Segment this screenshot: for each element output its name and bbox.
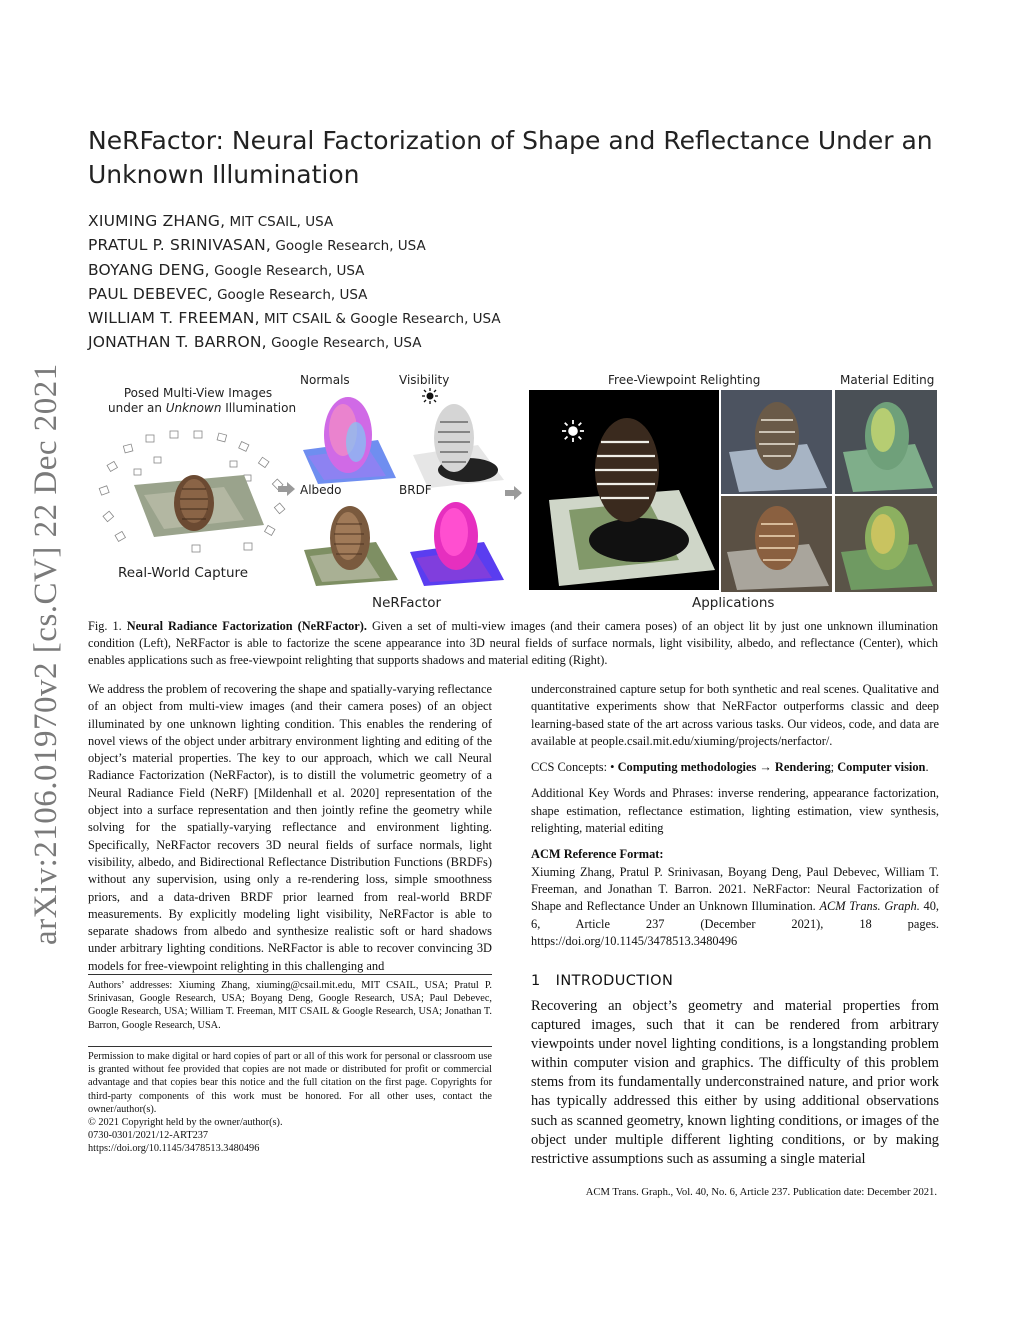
relighting-label: Free-Viewpoint Relighting [608,373,761,387]
ccs-concepts [531,759,939,776]
author-name: JONATHAN T. BARRON, [88,333,267,352]
real-world-capture-label: Real-World Capture [118,565,249,581]
figure-number: Fig. 1. [88,619,122,633]
author-name: WILLIAM T. FREEMAN, [88,309,260,328]
relighting-panel-top [721,390,832,494]
material-editing-panel-bottom [835,496,937,592]
material-editing-label: Material Editing [840,373,935,387]
author-affiliation: Google Research, USA [266,335,422,352]
section-title: INTRODUCTION [555,973,674,989]
acm-reference [531,846,939,950]
author-line [88,283,788,307]
footnote-rule [88,974,492,975]
albedo-label: Albedo [300,483,342,497]
page-footer: ACM Trans. Graph., Vol. 40, No. 6, Article 237. Publication date: December 2021. [585,1187,937,1198]
figure-caption-title: Neural Radiance Factorization (NeRFactor). [126,619,367,633]
capture-label-part: Illumination [221,401,297,415]
capture-label-emphasis: Unknown [165,401,222,415]
copyright-line: © 2021 Copyright held by the owner/author(s). [88,1117,283,1129]
capture-label [108,386,297,416]
author-affiliation: Google Research, USA [271,238,426,255]
abstract-continuation: underconstrained capture setup for both synthetic and real scenes. Qualitative and quantitative experiments show that NeRFactor outperforms classic and deep learning-based state of the art across various tasks. Our videos, code, and data are available at people.csail.mit.edu/xiuming/projects/nerfactor/. [531,682,939,748]
author-line [88,307,788,331]
normals-label: Normals [300,373,350,387]
section-number: 1 [531,973,541,989]
permission-text: Permission to make digital or hard copies of part or all of this work for personal or classroom use is granted without fee provided that copies are not made or distributed for profit or commercial advantage and that copies bear this notice and the full citation on the first page. Copyrights for third-party components of this work must be honored. For all other uses, contact the owner/author(s). [88,1051,492,1115]
author-name: PAUL DEBEVEC, [88,284,213,303]
teaser-figure [88,370,940,614]
doi-link[interactable]: https://doi.org/10.1145/3478513.3480496 [88,1143,260,1155]
author-affiliation: Google Research, USA [212,286,368,303]
arrow-icon [505,486,523,500]
applications-label: Applications [692,595,775,611]
abstract: We address the problem of recovering the shape and spatially-varying reflectance of an object from multi-view images (and their camera poses) of an object illuminated by one unknown lighting condition. This enables the rendering of novel views of the object under arbitrary environment lighting and editing of the object’s material properties. The key to our approach, which we call Neural Radiance Factorization (NeRFactor), is to distill the volumetric geometry of a Neural Radiance Field (NeRF) [Mildenhall et al. 2020] representation of the object into a surface representation and then jointly refine the geometry while solving for the spatially-varying reflectance and environment lighting. Specifically, NeRFactor recovers 3D neural fields of surface normals, light visibility, albedo, and Bidirectional Reflectance Distribution Functions (BRDFs) without any supervision, using only a re-rendering loss, simple smoothness priors, and a data-driven BRDF prior learned from real-world BRDF measurements. By explicitly modeling light visibility, NeRFactor is able to separate shadows from albedo and synthesize realistic soft or hard shadows under arbitrary lighting conditions. NeRFactor is able to recover convincing 3D models for free-viewpoint relighting in this challenging and [88,682,492,973]
acm-reference-part: 40, 6, Article 237 (December 2021), 18 pages. https://doi.org/10.1145/3478513.3480496 [531,899,939,948]
ccs-separator: ; [830,760,838,775]
right-column [531,681,939,950]
capture-label-line1: Posed Multi-View Images [123,386,273,400]
relighting-main-panel [529,390,719,590]
albedo-panel [300,498,400,588]
acm-reference-heading: ACM Reference Format: [531,847,664,862]
visibility-panel [408,400,506,490]
permission-rule [88,1046,492,1047]
keywords: Additional Key Words and Phrases: inverse rendering, appearance factorization, shape estimation, reflectance estimation, lighting estimation, view synthesis, relighting, material editing [531,786,939,836]
material-editing-panel-top [835,390,937,494]
author-name: PRATUL P. SRINIVASAN, [88,236,272,255]
brdf-panel [406,494,506,589]
issn-line: 0730-0301/2021/12-ART237 [88,1130,209,1142]
figure-caption [88,618,938,669]
nerfactor-label: NeRFactor [372,595,442,611]
author-line [88,234,788,258]
brdf-label: BRDF [399,483,432,497]
figure-caption-text: Given a set of multi-view images (and their camera poses) of an object lit by just one unknown illumination condition (Left), NeRFactor is able to factorize the scene appearance into 3D neural fields of surface normals, light visibility, albedo, and reflectance (Center), which enables applications such as free-viewpoint relighting that supports shadows and material editing (Right). [88,619,939,667]
capture-illustration [94,425,294,565]
relighting-panel-bottom [721,496,832,592]
ccs-end: . [925,760,929,775]
acm-reference-part: Xiuming Zhang, Pratul P. Srinivasan, Boyang Deng, Paul Debevec, William T. Freeman, and Jonathan T. Barron. 2021. NeRFactor: Neural Factorization of Shape and Reflectance Under an Unknown Illumination. [531,864,939,914]
ccs-concept: Computer vision [837,760,926,775]
arrow-icon [278,482,296,496]
author-name: XIUMING ZHANG, [88,212,226,230]
author-name: BOYANG DENG, [88,260,210,279]
acm-reference-journal: ACM Trans. Graph. [819,899,920,914]
author-affiliation: MIT CSAIL, USA [225,214,334,230]
authors-addresses: Authors’ addresses: Xiuming Zhang, xiuming@csail.mit.edu, MIT CSAIL, USA; Pratul P. Srinivasan, Google Research, USA; Boyang Deng, Google Research, USA; Paul Debevec, Google Research, USA; William T. Freeman, MIT CSAIL & Google Research, USA; Jonathan T. Barron, Google Research, USA. [88,980,492,1031]
acm-reference-text [531,864,939,950]
author-line [88,331,788,355]
author-line [88,210,788,234]
sun-icon [562,420,584,442]
ccs-concept: Computing methodologies → Rendering [617,760,831,775]
arxiv-identifier: arXiv:2106.01970v2 [cs.CV] 22 Dec 2021 [28,363,64,945]
paper-title: NeRFactor: Neural Factorization of Shape and Reflectance Under an Unknown Illumination [88,126,933,189]
author-affiliation: MIT CSAIL & Google Research, USA [259,311,501,328]
permission-notice [88,1050,492,1156]
normals-panel [298,390,398,485]
capture-label-line2 [108,401,297,416]
section-heading [531,973,673,989]
capture-label-part: under an [108,401,166,415]
introduction-text: Recovering an object’s geometry and material properties from captured images, such that it can be rendered from arbitrary viewpoints under novel lighting conditions, is a longstanding problem within computer vision and graphics. The difficulty of this problem stems from its fundamentally underconstrained nature, and prior work has typically addressed this either by using additional observations such as scanned geometry, known lighting conditions, or images of the object under multiple different lighting conditions, or by making restrictive assumptions such as assuming a single material [531,998,939,1167]
visibility-label: Visibility [399,373,450,387]
author-line [88,259,788,283]
author-list [88,210,788,356]
author-affiliation: Google Research, USA [209,262,365,279]
ccs-prefix: CCS Concepts: • [531,760,618,775]
